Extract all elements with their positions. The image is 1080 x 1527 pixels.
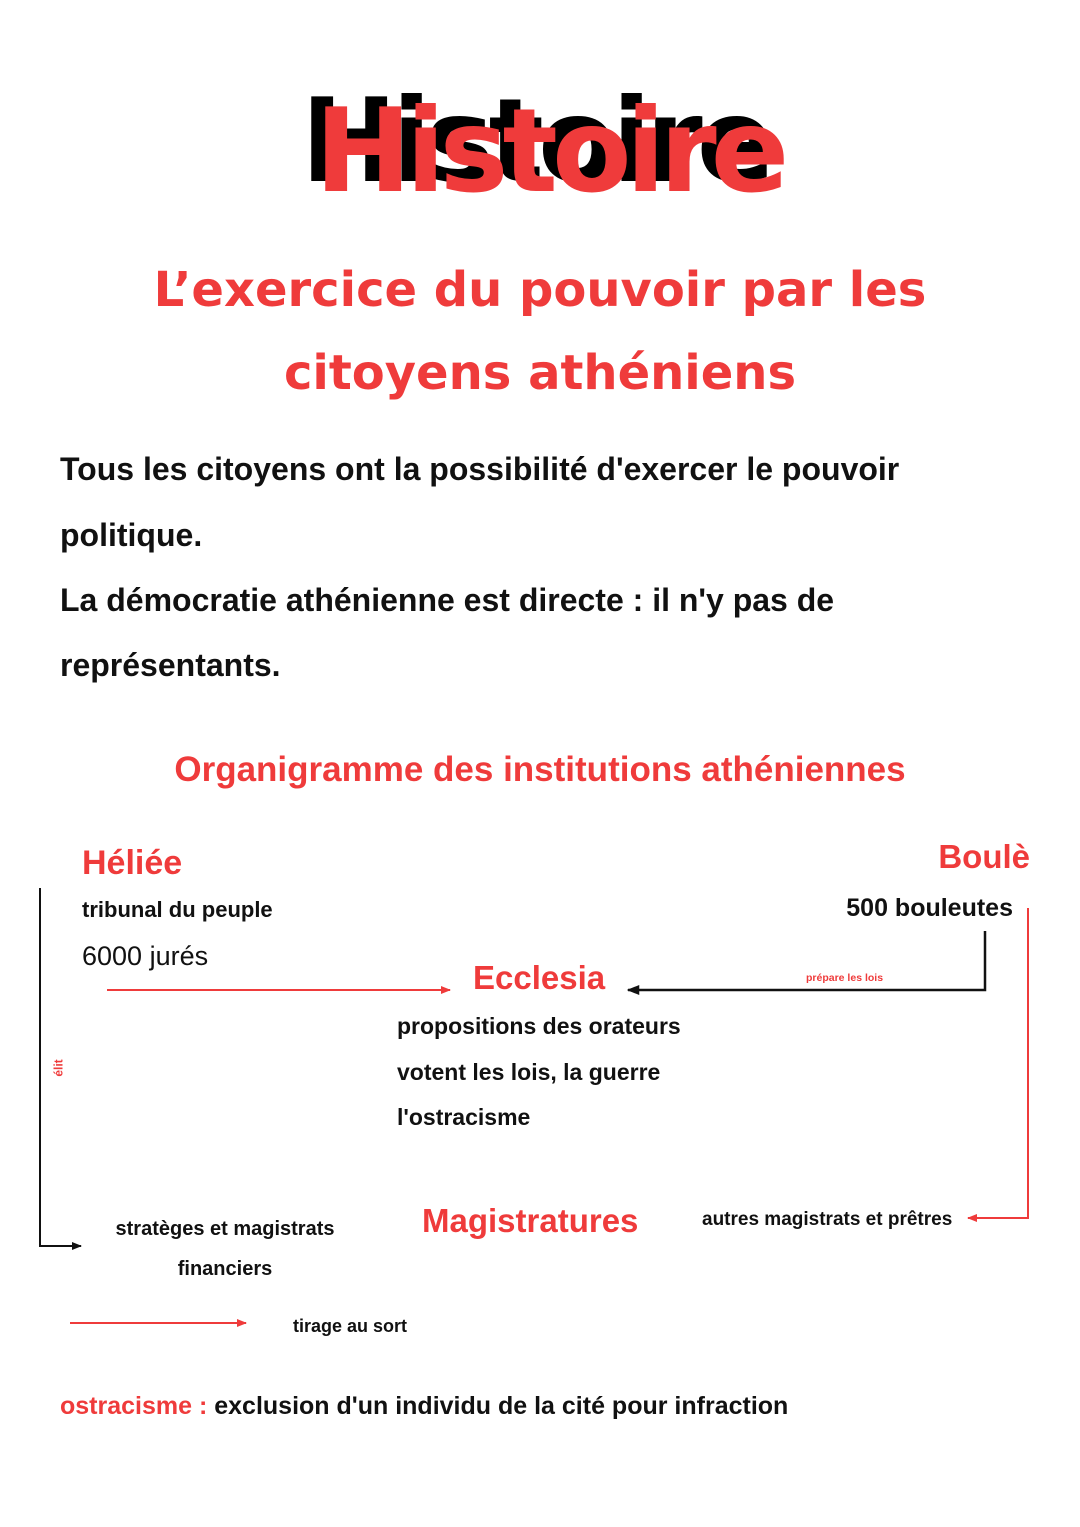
ecclesia-line-1: propositions des orateurs bbox=[397, 1013, 681, 1039]
heliee-jures: 6000 jurés bbox=[82, 941, 209, 971]
boule-members: 500 bouleutes bbox=[846, 894, 1013, 922]
intro-line-3: La démocratie athénienne est directe : il n'y pas de bbox=[60, 582, 835, 618]
heliee-description: tribunal du peuple bbox=[82, 897, 273, 922]
magistratures-title: Magistratures bbox=[422, 1202, 639, 1239]
magistratures-left-line-2: financiers bbox=[177, 1258, 273, 1280]
subtitle-line-2: citoyens athéniens bbox=[283, 345, 797, 401]
definition-text: exclusion d'un individu de la cité pour infraction bbox=[214, 1392, 789, 1420]
magistratures-left-line-1: stratèges et magistrats bbox=[115, 1218, 335, 1240]
subtitle-line-1: L’exercice du pouvoir par les bbox=[153, 262, 927, 318]
intro-line-4: représentants. bbox=[60, 647, 281, 683]
legend-tirage-label: tirage au sort bbox=[293, 1316, 408, 1336]
boule-title: Boulè bbox=[938, 838, 1030, 875]
definition bbox=[60, 1394, 788, 1419]
magistratures-left-group bbox=[95, 1219, 355, 1299]
boule-arrow-label: prépare les lois bbox=[806, 972, 884, 984]
intro-line-1: Tous les citoyens ont la possibilité d'exercer le pouvoir bbox=[60, 451, 900, 487]
ecclesia-title: Ecclesia bbox=[473, 959, 606, 996]
page-title: Histoire bbox=[314, 84, 784, 219]
ecclesia-line-3: l'ostracisme bbox=[397, 1104, 531, 1130]
intro-line-2: politique. bbox=[60, 517, 203, 553]
arrow-boule-to-magistrats bbox=[968, 908, 1028, 1218]
orgchart-title: Organigramme des institutions athéniennes bbox=[174, 750, 906, 789]
ecclesia-line-2: votent les lois, la guerre bbox=[397, 1059, 661, 1085]
definition-term: ostracisme : bbox=[60, 1392, 208, 1420]
heliee-title: Héliée bbox=[82, 844, 183, 882]
elit-label: élit bbox=[51, 1059, 66, 1077]
magistratures-right: autres magistrats et prêtres bbox=[702, 1209, 953, 1230]
